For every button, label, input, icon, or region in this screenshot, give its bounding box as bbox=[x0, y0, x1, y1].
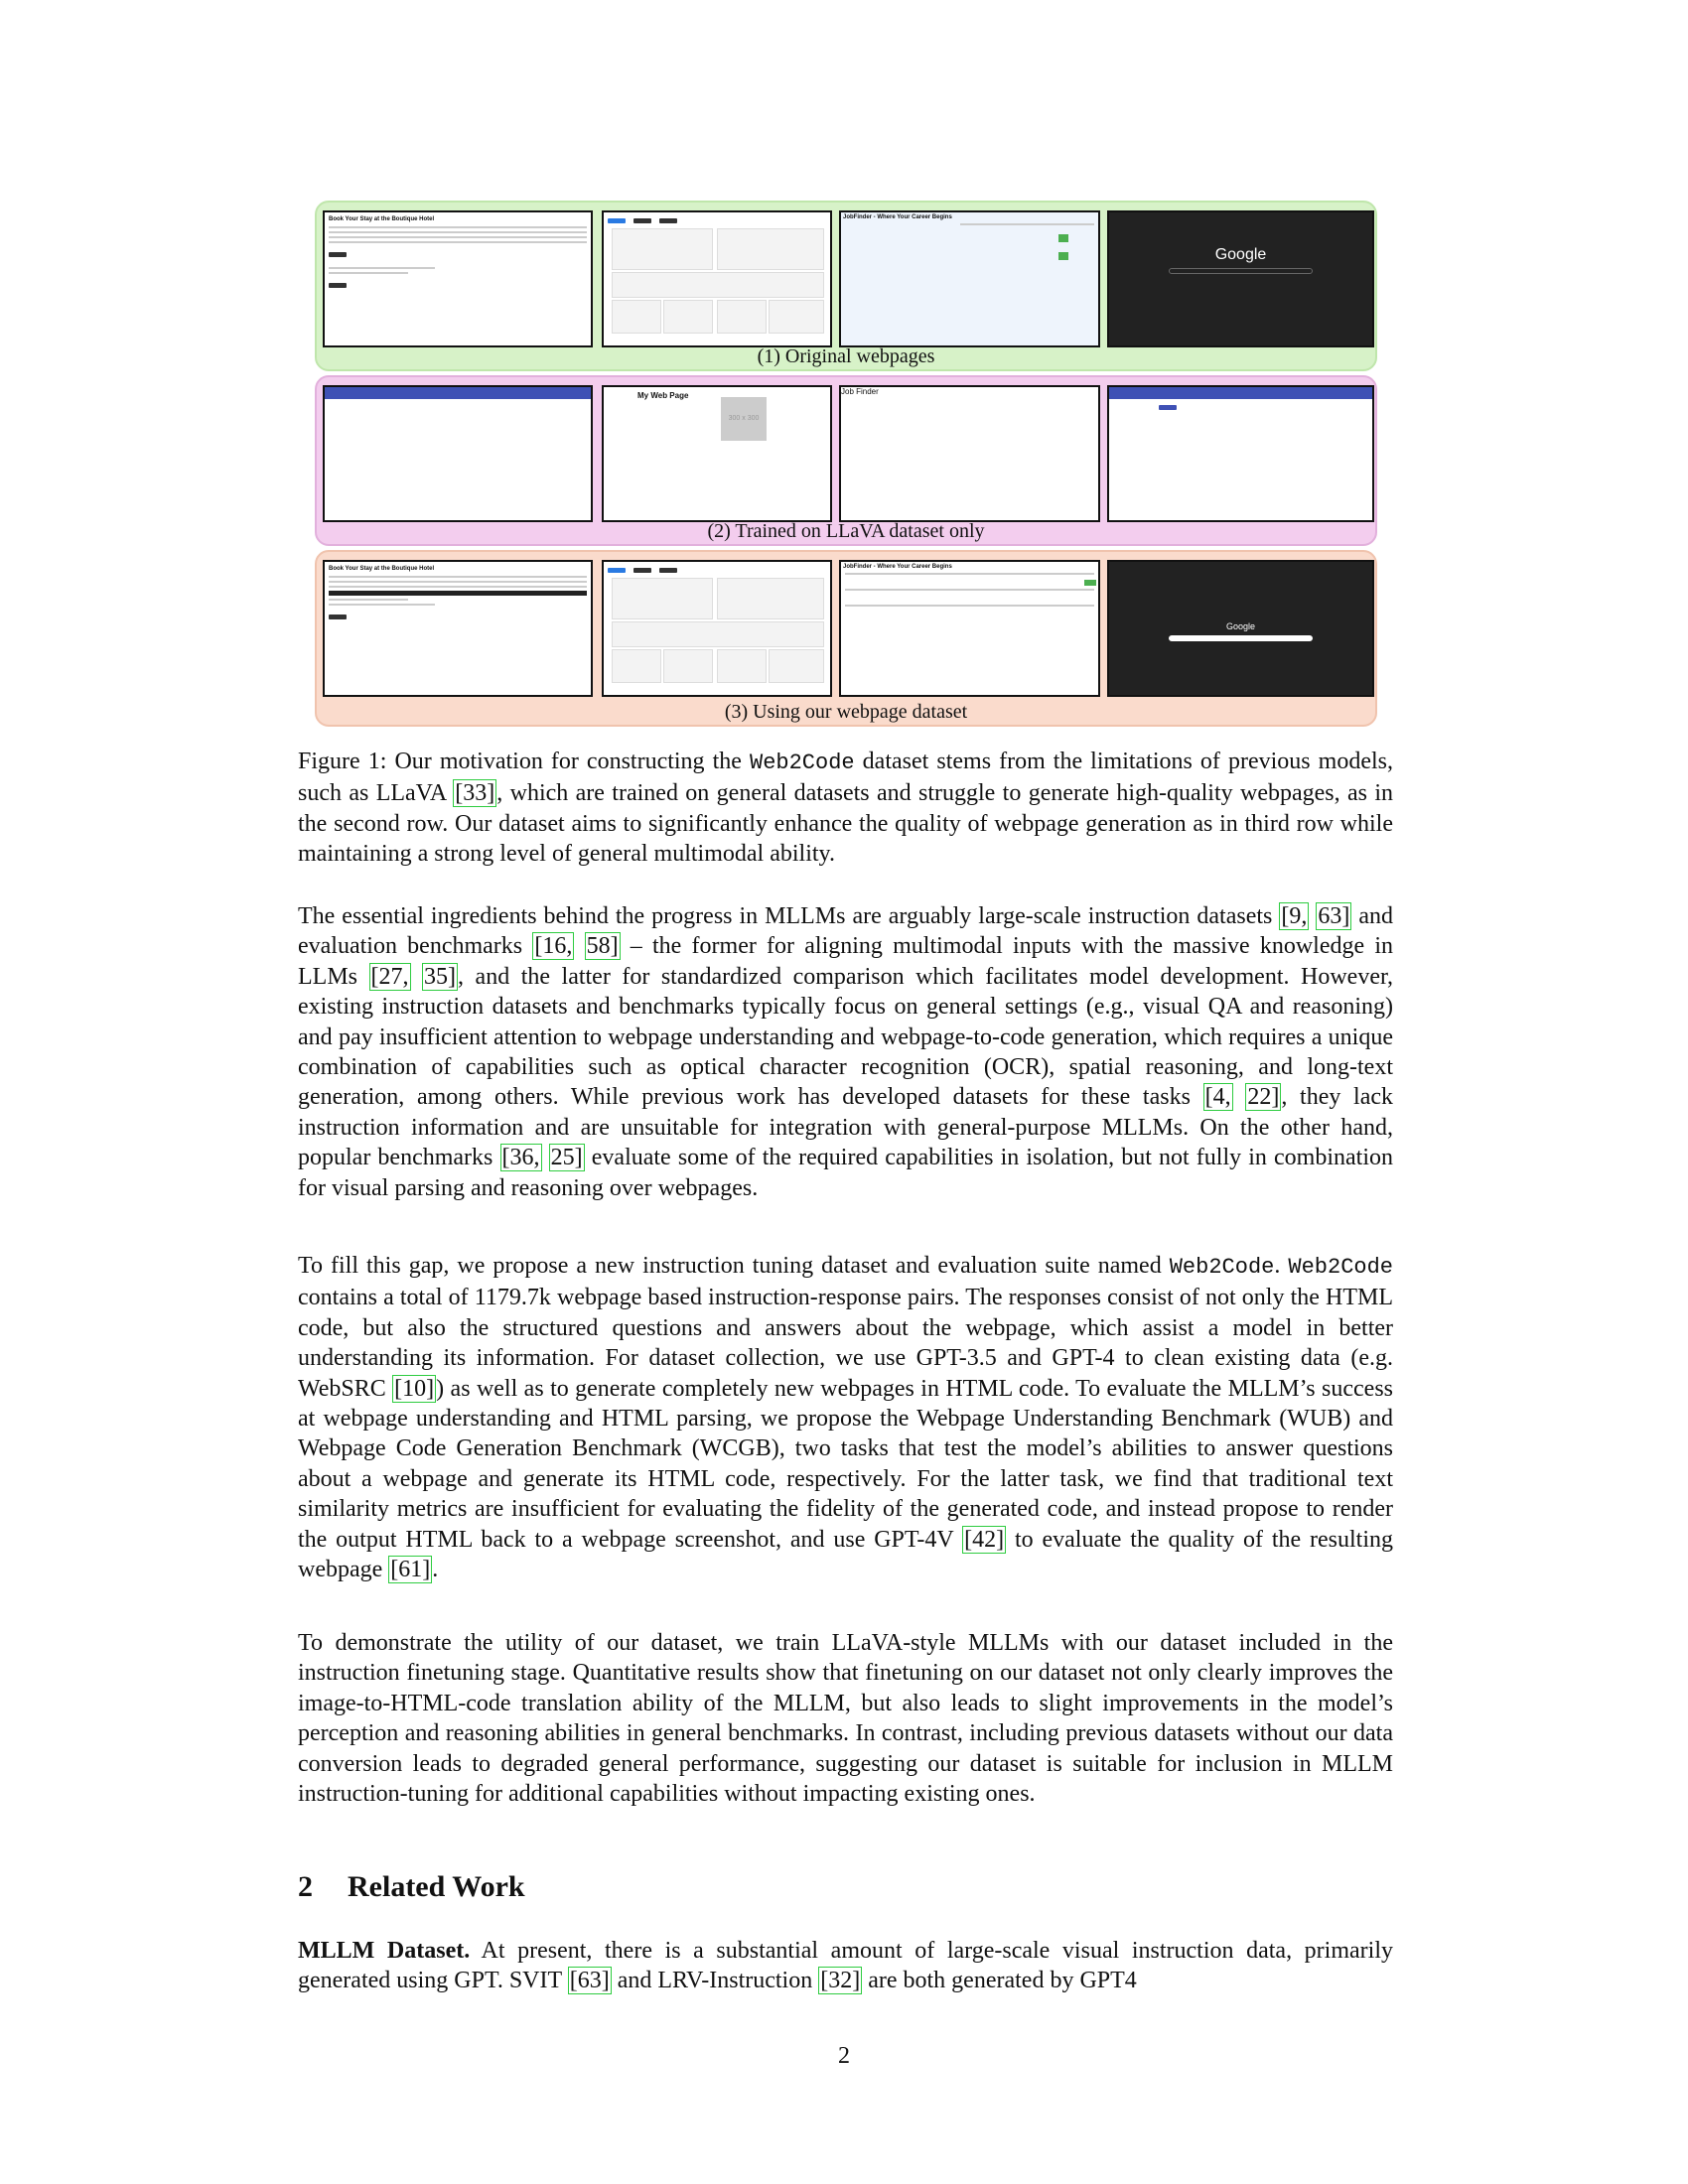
thumb-cards-original bbox=[602, 210, 832, 347]
paragraph-lead: MLLM Dataset. bbox=[298, 1938, 471, 1964]
citation-link[interactable]: [33] bbox=[455, 780, 495, 807]
figure-row-ours bbox=[315, 550, 1377, 727]
figure-row-original bbox=[315, 201, 1377, 371]
thumb-cards-ours bbox=[602, 560, 832, 697]
thumb-hotel-ours bbox=[323, 560, 593, 697]
section-heading bbox=[298, 1870, 525, 1904]
citation-link[interactable]: [9, bbox=[1281, 903, 1308, 929]
google-logo-text: Google bbox=[1225, 621, 1256, 631]
page-number: 2 bbox=[838, 2043, 850, 2069]
row-caption: (1) Original webpages bbox=[757, 345, 935, 367]
thumb-title: Job Finder bbox=[841, 387, 879, 396]
dataset-name: Web2Code bbox=[1169, 1255, 1275, 1280]
paragraph-1: The essential ingredients behind the progress in MLLMs are arguably large-scale instruction datasets [9, 63] and evaluation benchmarks [16, 58] – the former for aligning multimodal inputs with the massive knowledge in LLMs [27, 35], and the latter for standardized comparison which facilitates model development. However, existing instruction datasets and benchmarks typically focus on general settings (e.g., visual QA and reasoning) and pay insufficient attention to webpage understanding and webpage-to-code generation, which requires a unique combination of capabilities such as optical character recognition (OCR), spatial reasoning, and long-text generation, among others. While previous work has developed datasets for these tasks [4, 22], they lack instruction information and are unsuitable for integration with general-purpose MLLMs. On the other hand, popular benchmarks [36, 25] evaluate some of the required capabilities in isolation, but not fully in combination for visual parsing and reasoning over webpages. bbox=[298, 903, 1394, 1201]
row-caption: (3) Using our webpage dataset bbox=[724, 701, 968, 723]
thumb-google-llava bbox=[1107, 385, 1374, 522]
thumb-title: JobFinder - Where Your Career Begins bbox=[843, 564, 952, 570]
thumb-title: Book Your Stay at the Boutique Hotel bbox=[329, 216, 435, 222]
thumb-google-original bbox=[1107, 210, 1374, 347]
citation-link[interactable]: [63] bbox=[569, 1968, 610, 1994]
citation-link[interactable]: [36, bbox=[501, 1145, 540, 1171]
citation-link[interactable]: [27, bbox=[370, 963, 409, 990]
thumb-title: JobFinder - Where Your Career Begins bbox=[843, 214, 952, 220]
thumb-job-ours bbox=[839, 560, 1100, 697]
figure-row-llava bbox=[315, 375, 1377, 546]
thumb-hotel-llava bbox=[323, 385, 593, 522]
paragraph-2: To fill this gap, we propose a new instruction tuning dataset and evaluation suite named Web2Code. Web2Code contains a total of 1179.7k webpage based instruction-response pairs. The responses consist of not only the HTML code, but also the structured questions and answers about the webpage, which assist a model in better understanding its information. For dataset collection, we use GPT-3.5 and GPT-4 to clean existing data (e.g. WebSRC [10]) as well as to generate completely new webpages in HTML code. To evaluate the MLLM’s success at webpage understanding and HTML parsing, we propose the Webpage Understanding Benchmark (WUB) and Webpage Code Generation Benchmark (WCGB), two tasks that test the model’s abilities to answer questions about a webpage and generate its HTML code, respectively. For the latter task, we find that traditional text similarity metrics are insufficient for evaluating the fidelity of the generated code, and instead propose to render the output HTML back to a webpage screenshot, and use GPT-4V [42] to evaluate the quality of the resulting webpage [61]. bbox=[298, 1253, 1394, 1583]
thumb-job-llava bbox=[839, 385, 1100, 522]
google-logo-text: Google bbox=[1214, 246, 1267, 263]
paragraph-4: MLLM Dataset. At present, there is a substantial amount of large-scale visual instruction data, primarily generated using GPT. SVIT [63] and LRV-Instruction [32] are both generated by GPT4 bbox=[298, 1938, 1393, 1994]
paragraph-3: To demonstrate the utility of our dataset, we train LLaVA-style MLLMs with our dataset included in the instruction finetuning stage. Quantitative results show that finetuning on our dataset not only clearly improves the image-to-HTML-code translation ability of the MLLM, but also leads to slight improvements in the model’s perception and reasoning abilities in general benchmarks. In contrast, including previous datasets without our data conversion leads to degraded general performance, suggesting our dataset is suitable for inclusion in MLLM instruction-tuning for additional capabilities without impacting existing ones. bbox=[298, 1630, 1393, 1808]
thumb-job-original bbox=[839, 210, 1100, 347]
row-caption: (2) Trained on LLaVA dataset only bbox=[707, 520, 985, 542]
citation-link[interactable]: 35] bbox=[424, 963, 457, 990]
citation-link[interactable]: 63] bbox=[1318, 903, 1350, 929]
citation-link[interactable]: 22] bbox=[1247, 1084, 1280, 1111]
citation-link[interactable]: [4, bbox=[1204, 1084, 1231, 1111]
dataset-name: Web2Code bbox=[750, 751, 855, 775]
section-title: Related Work bbox=[348, 1870, 525, 1903]
citation-link[interactable]: [16, bbox=[534, 933, 573, 960]
figure-caption: Figure 1: Our motivation for constructing the Web2Code dataset stems from the limitations of previous models, such as LLaVA [33], which are trained on general datasets and struggle to generate high-quality webpages, as in the second row. Our dataset aims to significantly enhance the quality of webpage generation as in third row while maintaining a strong level of general multimodal ability. bbox=[298, 749, 1394, 868]
citation-link[interactable]: [32] bbox=[820, 1968, 861, 1994]
citation-link[interactable]: 58] bbox=[586, 933, 619, 960]
section-number: 2 bbox=[298, 1870, 313, 1903]
thumb-title: Book Your Stay at the Boutique Hotel bbox=[329, 566, 435, 572]
citation-link[interactable]: [10] bbox=[394, 1375, 435, 1402]
citation-link[interactable]: 25] bbox=[550, 1145, 583, 1171]
thumb-google-ours bbox=[1107, 560, 1374, 697]
image-placeholder: 300 x 300 bbox=[721, 397, 767, 441]
dataset-name: Web2Code bbox=[1288, 1255, 1394, 1280]
caption-label: Figure 1: bbox=[298, 749, 387, 774]
thumb-webpage-llava bbox=[602, 385, 832, 522]
thumb-hotel-original bbox=[323, 210, 593, 347]
citation-link[interactable]: [61] bbox=[390, 1557, 431, 1583]
thumb-title: My Web Page bbox=[637, 391, 689, 400]
citation-link[interactable]: [42] bbox=[964, 1526, 1005, 1553]
